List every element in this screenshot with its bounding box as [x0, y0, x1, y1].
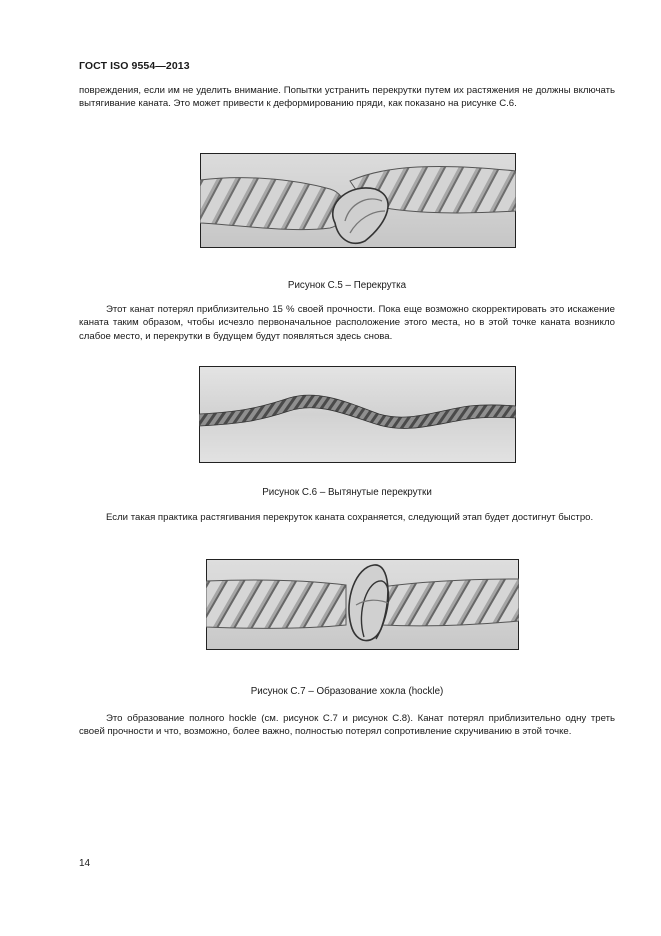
- figure-hockle-rope: [206, 559, 519, 650]
- page-number: 14: [79, 858, 91, 869]
- figure-caption-2: Рисунок С.6 – Вытянутые перекрутки: [262, 487, 432, 498]
- figure-caption-3: Рисунок С.7 – Образование хокла (hockle): [250, 686, 444, 697]
- paragraph-2: Этот канат потерял приблизительно 15 % своей прочности. Пока еще возможно скорректировать это искажение каната таким образом, чтобы исчезло первоначальное расположение этого места, но в этой точке каната возникло слабое место, и перекрутки в будущем будут появляться здесь снова.: [79, 304, 615, 342]
- paragraph-4: Это образование полного hockle (см. рисунок С.7 и рисунок С.8). Канат потерял приблизительно одну треть своей прочности и что, возможно, более важно, полностью потерял сопротивление скручиванию в этой точке.: [79, 713, 615, 738]
- paragraph-3: Если такая практика растягивания перекруток каната сохраняется, следующий этап будет достигнут быстро.: [106, 512, 594, 523]
- figure-caption-1: Рисунок С.5 – Перекрутка: [287, 280, 407, 291]
- document-header: ГОСТ ISO 9554—2013: [79, 60, 190, 72]
- figure-stretched-kink-rope: [199, 366, 516, 463]
- figure-rope-kink: [200, 153, 516, 248]
- paragraph-1: повреждения, если им не уделить внимание. Попытки устранить перекрутки путем их растяжения не должны включать вытягивание каната. Это может привести к деформированию пряди, как показано на рисунке С.6.: [79, 85, 615, 110]
